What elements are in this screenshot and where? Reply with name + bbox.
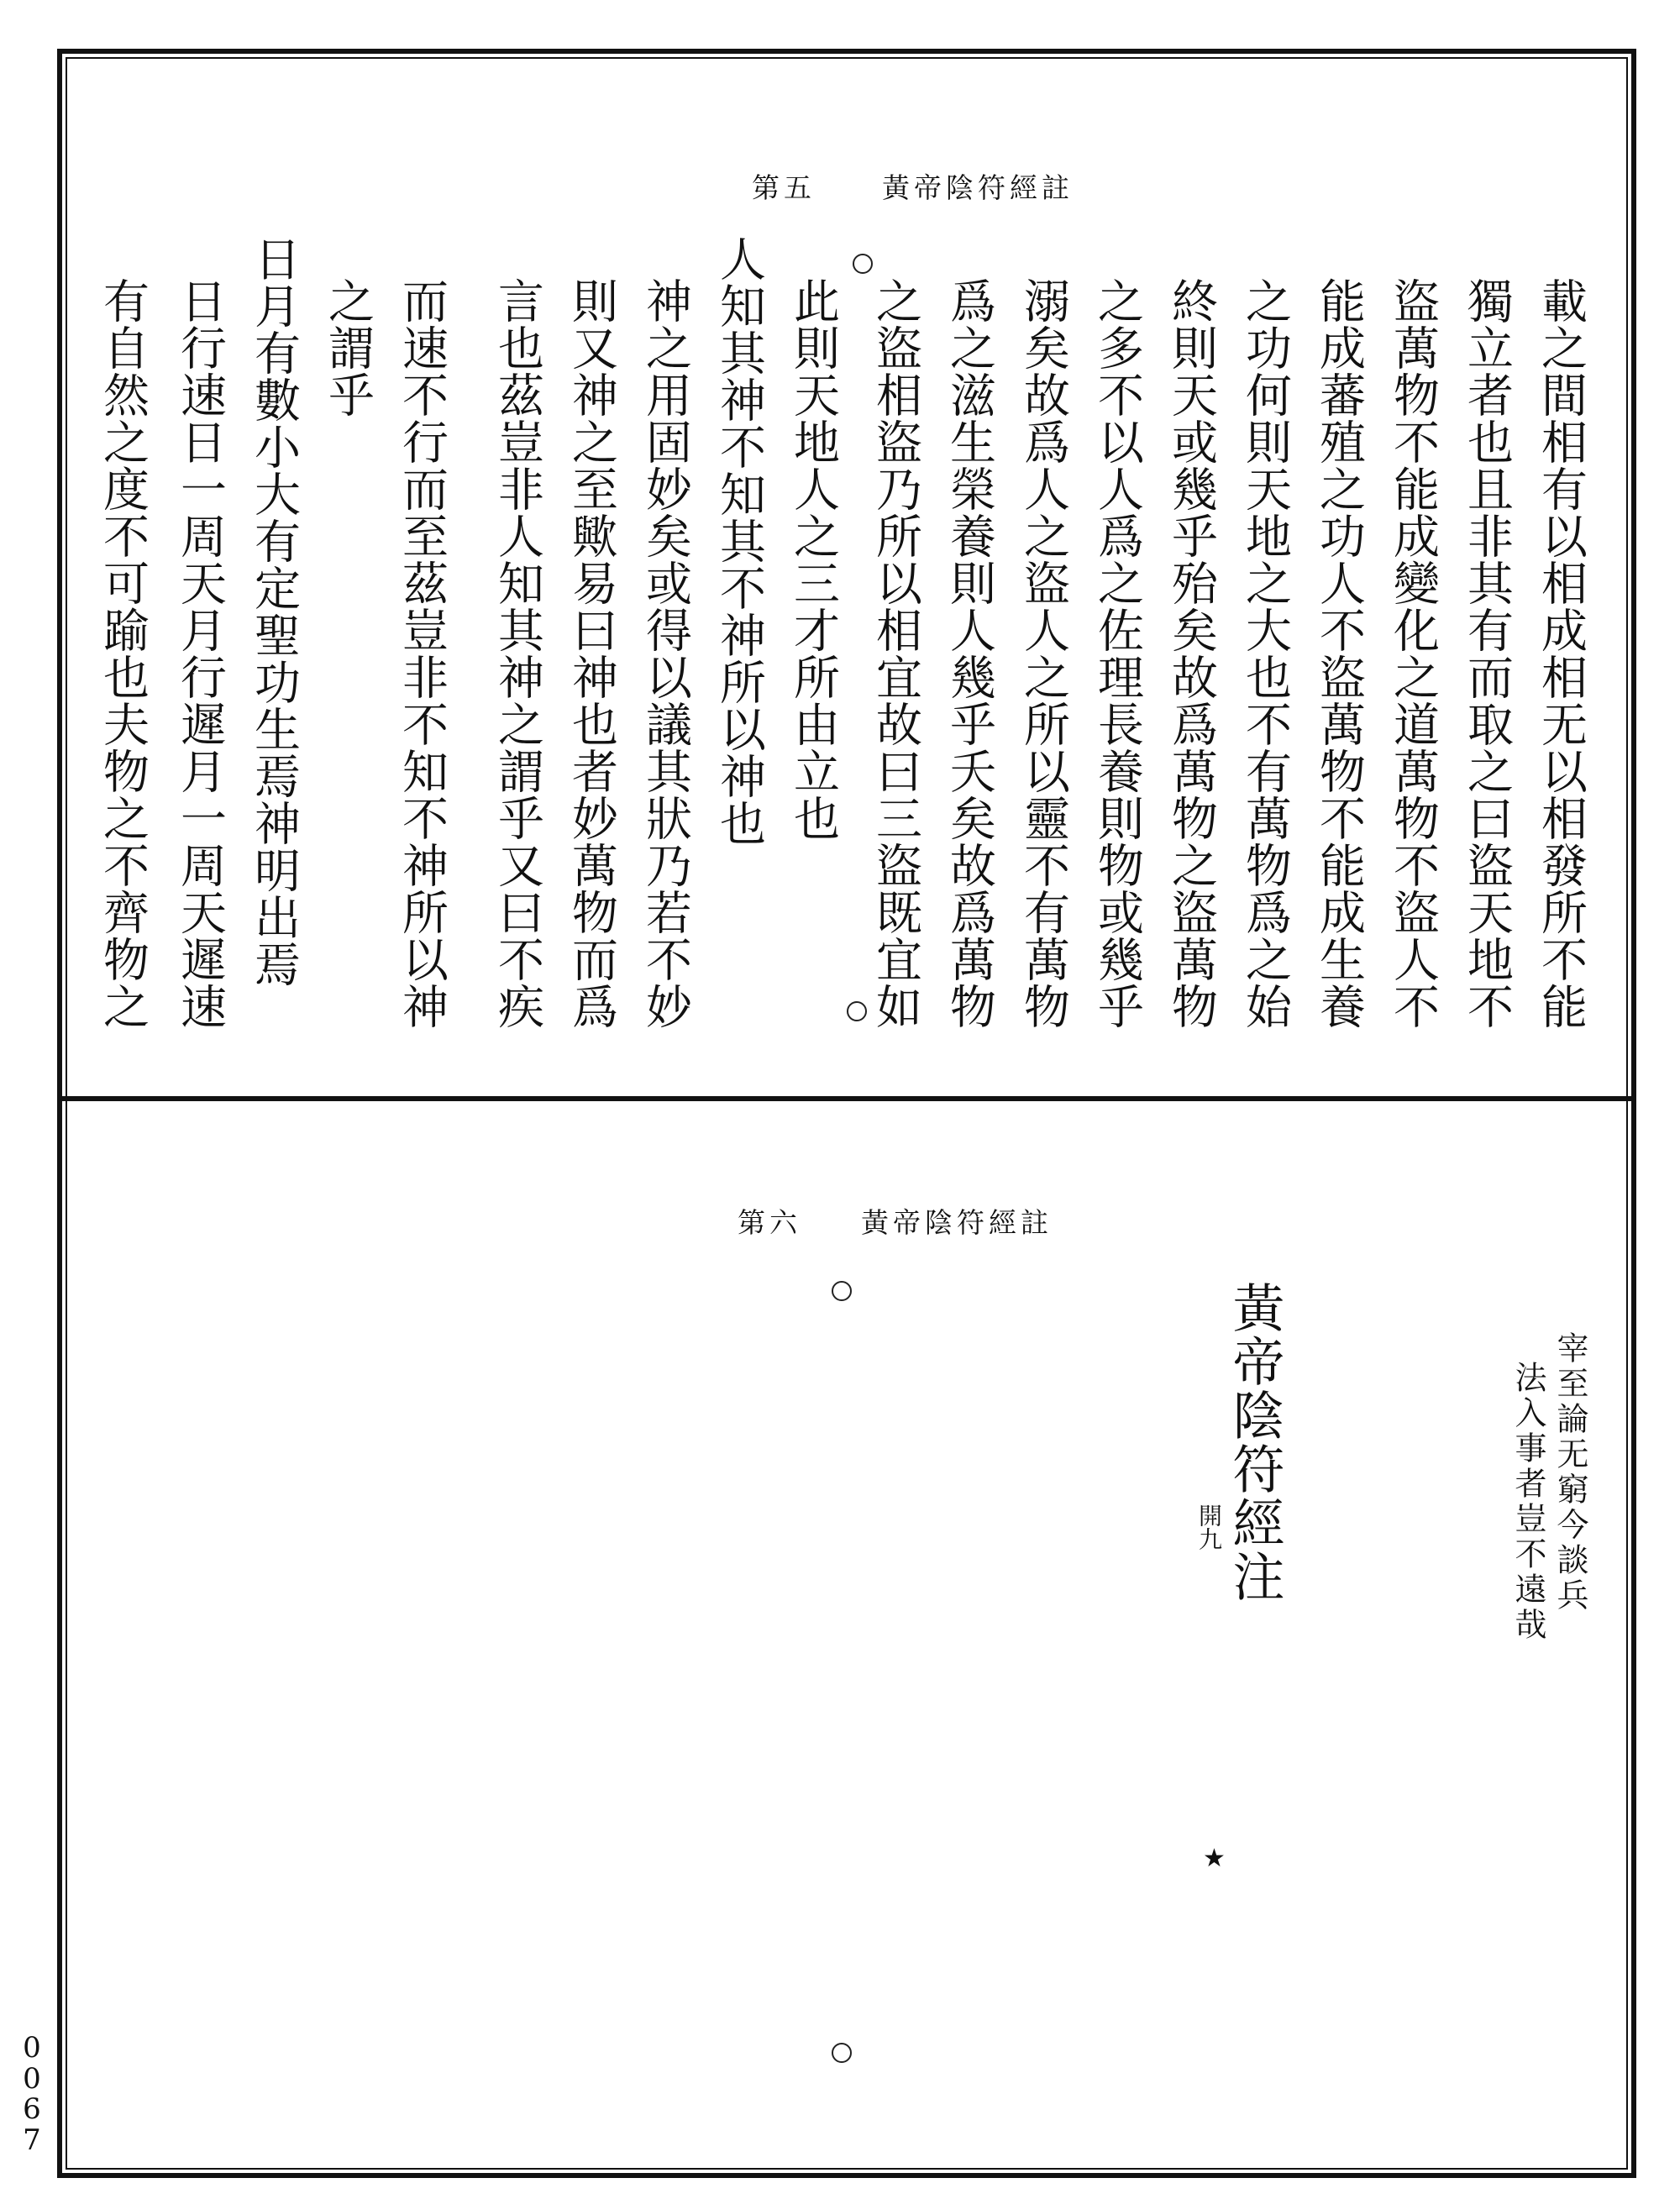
star-mark: ★ [1203,1844,1226,1873]
text-column-20: 有自然之度不可踰也夫物之不齊物之 [96,277,150,1030]
margin-circle-mark [847,1001,867,1021]
text-column-15: 言也茲豈非人知其神之謂乎又曰不疾 [491,277,544,1030]
text-column-10: 之盜相盜乃所以相宜故曰三盜既宜如 [869,277,922,1030]
text-column-1: 載之間相有以相成相无以相發所不能 [1534,277,1588,1030]
lower-header-section: 第六 [738,1206,801,1239]
lower-header-book-name: 黃帝陰符經註 [861,1206,1053,1239]
page-divider [57,1096,1636,1101]
page-number: 0067 [23,2031,41,2158]
text-column-9: 爲之滋生榮養則人幾乎夭矣故爲萬物 [942,277,996,1030]
margin-circle-mark [832,2043,852,2063]
text-column-12: 人知其神不知其不神所以神也 [712,235,766,847]
text-column-13: 神之用固妙矣或得以議其狀乃若不妙 [638,277,692,1030]
text-column-3: 盜萬物不能成變化之道萬物不盜人不 [1386,277,1440,1030]
text-column-7: 之多不以人爲之佐理長養則物或幾乎 [1090,277,1144,1030]
text-column-11: 此則天地人之三才所由立也 [786,277,840,842]
commentary-column-1: 宰至論无窮今談兵 [1551,1331,1588,1614]
text-column-18: 日月有數小大有定聖功生焉神明出焉 [247,235,301,988]
text-column-5: 之功何則天地之大也不有萬物爲之始 [1238,277,1292,1030]
text-column-8: 溺矣故爲人之盜人之所以靈不有萬物 [1016,277,1070,1030]
text-column-2: 獨立者也且非其有而取之曰盜天地不 [1460,277,1514,1030]
text-column-19: 日行速日一周天月行遲月一周天遲速 [173,277,227,1030]
upper-header-section: 第五 [752,171,816,204]
text-column-14: 則又神之至歟易曰神也者妙萬物而爲 [564,277,618,1030]
text-column-17: 之謂乎 [321,277,375,418]
text-column-6: 終則天或幾乎殆矣故爲萬物之盜萬物 [1164,277,1218,1030]
commentary-column-2: 法入事者豈不遠哉 [1509,1361,1546,1643]
text-column-4: 能成蕃殖之功人不盜萬物不能成生養 [1312,277,1366,1030]
book-title: 黃帝陰符經注 [1224,1281,1285,1603]
volume-note: 開九 [1195,1504,1223,1551]
upper-header-book-name: 黃帝陰符經註 [882,171,1074,204]
text-column-16: 而速不行而至茲豈非不知不神所以神 [395,277,449,1030]
margin-circle-mark [832,1281,852,1301]
margin-circle-mark [853,254,873,274]
